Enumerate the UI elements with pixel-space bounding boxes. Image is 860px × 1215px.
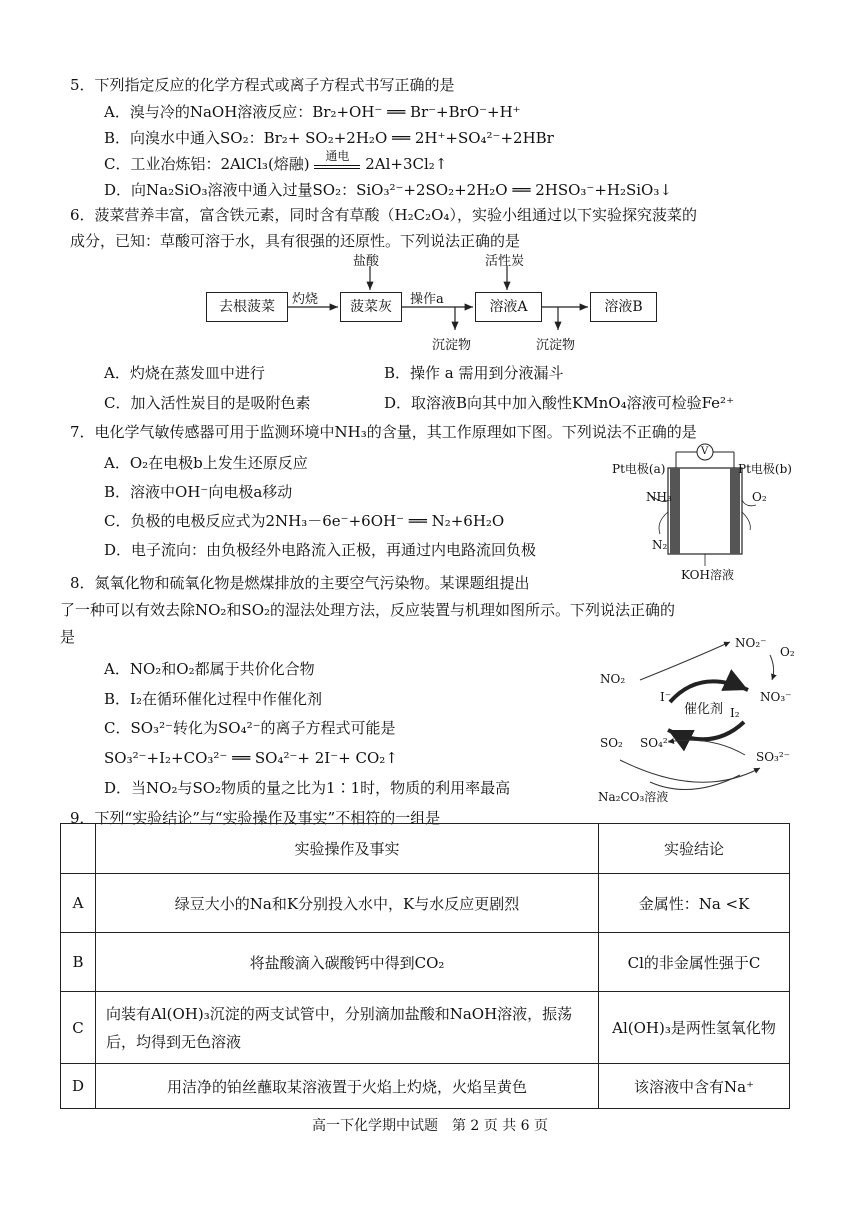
q5-option-c-post: 2Al+3Cl₂↑	[365, 155, 448, 173]
table-row	[61, 874, 790, 933]
q8-option-d: D．当NO₂与SO₂物质的量之比为1∶1时，物质的利用率最高	[104, 779, 511, 797]
q8-stem-line1: 8．氮氧化物和硫氧化物是燃煤排放的主要空气污染物。某课题组提出	[70, 574, 530, 592]
electrode-a-label: Pt电极(a)	[612, 462, 666, 476]
nitrate-label: NO₃⁻	[760, 690, 792, 704]
flow-label-precipitate-2: 沉淀物	[536, 338, 576, 353]
q5-option-d: D．向Na₂SiO₃溶液中通入过量SO₂：SiO₃²⁻+2SO₂+2H₂O ══ 2HSO₃⁻+H₂SiO₃↓	[104, 181, 672, 199]
na2co3-label: Na₂CO₃溶液	[598, 790, 669, 804]
flow-label-operation-a: 操作a	[410, 292, 444, 307]
so2-label: SO₂	[600, 736, 623, 750]
q8-stem-line2: 了一种可以有效去除NO₂和SO₂的湿法处理方法，反应装置与机理如图所示。下列说法正确的	[60, 601, 676, 619]
q7-option-c: C．负极的电极反应式为2NH₃－6e⁻+6OH⁻ ══ N₂+6H₂O	[104, 512, 505, 530]
electrode-b-label: Pt电极(b)	[738, 462, 792, 476]
iodine-label: I₂	[730, 706, 740, 720]
q7-option-d: D．电子流向：由负极经外电路流入正极，再通过内电路流回负极	[104, 541, 537, 559]
row-b-label: B	[61, 933, 96, 992]
row-c-fact: 向装有Al(OH)₃沉淀的两支试管中，分别滴加盐酸和NaOH溶液，振荡后，均得到无色溶液	[96, 992, 599, 1064]
no2-label: NO₂	[600, 672, 626, 686]
row-d-label: D	[61, 1064, 96, 1109]
row-a-label: A	[61, 874, 96, 933]
q9-table	[60, 823, 790, 1109]
q6-option-d: D．取溶液B向其中加入酸性KMnO₄溶液可检验Fe²⁺	[384, 394, 734, 412]
q8-stem-line3: 是	[60, 628, 76, 646]
q6-stem-line1: 6．菠菜营养丰富，富含铁元素，同时含有草酸（H₂C₂O₄），实验小组通过以下实验探究菠菜的	[70, 206, 697, 224]
table-row	[61, 992, 790, 1064]
catalyst-label: 催化剂	[684, 702, 724, 717]
table-header-blank	[61, 824, 96, 874]
row-b-conclusion: Cl的非金属性强于C	[599, 933, 790, 992]
q5-stem: 5．下列指定反应的化学方程式或离子方程式书写正确的是	[70, 76, 455, 94]
q7-option-b: B．溶液中OH⁻向电极a移动	[104, 483, 293, 501]
flow-box-solution-b: 溶液B	[590, 292, 657, 322]
flow-label-charcoal: 活性炭	[485, 254, 525, 269]
row-c-conclusion: Al(OH)₃是两性氢氧化物	[599, 992, 790, 1064]
q6-option-b: B．操作 a 需用到分液漏斗	[384, 364, 564, 382]
row-a-fact: 绿豆大小的Na和K分别投入水中，K与水反应更剧烈	[96, 874, 599, 933]
table-row	[61, 1064, 790, 1109]
q6-stem-line2: 成分，已知：草酸可溶于水，具有很强的还原性。下列说法正确的是	[70, 232, 521, 250]
q8-option-c: C．SO₃²⁻转化为SO₄²⁻的离子方程式可能是	[104, 719, 396, 737]
row-d-fact: 用洁净的铂丝蘸取某溶液置于火焰上灼烧，火焰呈黄色	[96, 1064, 599, 1109]
row-a-conclusion: 金属性：Na <K	[599, 874, 790, 933]
sulfate-label: SO₄²⁻	[640, 736, 675, 750]
o2-label: O₂	[752, 490, 767, 504]
q9-stem: 9．下列“实验结论”与“实验操作及事实”不相符的一组是	[70, 809, 441, 827]
row-b-fact: 将盐酸滴入碳酸钙中得到CO₂	[96, 933, 599, 992]
n2-label: N₂	[652, 538, 668, 552]
nitrite-label: NO₂⁻	[735, 636, 767, 650]
q5-option-a: A．溴与冷的NaOH溶液反应：Br₂+OH⁻ ══ Br⁻+BrO⁻+H⁺	[104, 103, 521, 121]
flow-box-solution-a: 溶液A	[475, 292, 542, 322]
q8-option-a: A．NO₂和O₂都属于共价化合物	[104, 660, 315, 678]
q8-option-c-equation: SO₃²⁻+I₂+CO₃²⁻ ══ SO₄²⁻+ 2I⁻+ CO₂↑	[104, 749, 398, 767]
row-c-label: C	[61, 992, 96, 1064]
nh3-label: NH₃	[646, 490, 672, 504]
q6-option-a: A．灼烧在蒸发皿中进行	[104, 364, 265, 382]
flow-label-burn: 灼烧	[292, 292, 319, 307]
flow-label-hcl: 盐酸	[353, 254, 380, 269]
table-header-row	[61, 824, 790, 874]
flow-label-precipitate-1: 沉淀物	[432, 338, 472, 353]
voltmeter-label: V	[701, 446, 709, 457]
q5-option-c-pre: C．工业冶炼铝：2AlCl₃(熔融)	[104, 155, 310, 173]
q5-option-b: B．向溴水中通入SO₂：Br₂+ SO₂+2H₂O ══ 2H⁺+SO₄²⁻+2HBr	[104, 129, 554, 147]
flow-box-spinach: 去根菠菜	[206, 292, 288, 322]
sulfite-label: SO₃²⁻	[756, 750, 791, 764]
iodide-label: I⁻	[660, 690, 672, 704]
page-footer: 高一下化学期中试题 第 2 页 共 6 页	[311, 1118, 549, 1134]
flow-box-ash: 菠菜灰	[340, 292, 402, 322]
q7-stem: 7．电化学气敏传感器可用于监测环境中NH₃的含量，其工作原理如下图。下列说法不正确的是	[70, 423, 697, 441]
koh-label: KOH溶液	[681, 568, 734, 582]
oxygen-label: O₂	[780, 645, 795, 659]
row-d-conclusion: 该溶液中含有Na⁺	[599, 1064, 790, 1109]
table-header-conclusion: 实验结论	[599, 824, 790, 874]
table-header-fact: 实验操作及事实	[96, 824, 599, 874]
table-row	[61, 933, 790, 992]
q7-option-a: A．O₂在电极b上发生还原反应	[104, 454, 308, 472]
q6-option-c: C．加入活性炭目的是吸附色素	[104, 394, 311, 412]
q5-condition-label: 通电	[325, 149, 350, 163]
q8-option-b: B．I₂在循环催化过程中作催化剂	[104, 690, 322, 708]
